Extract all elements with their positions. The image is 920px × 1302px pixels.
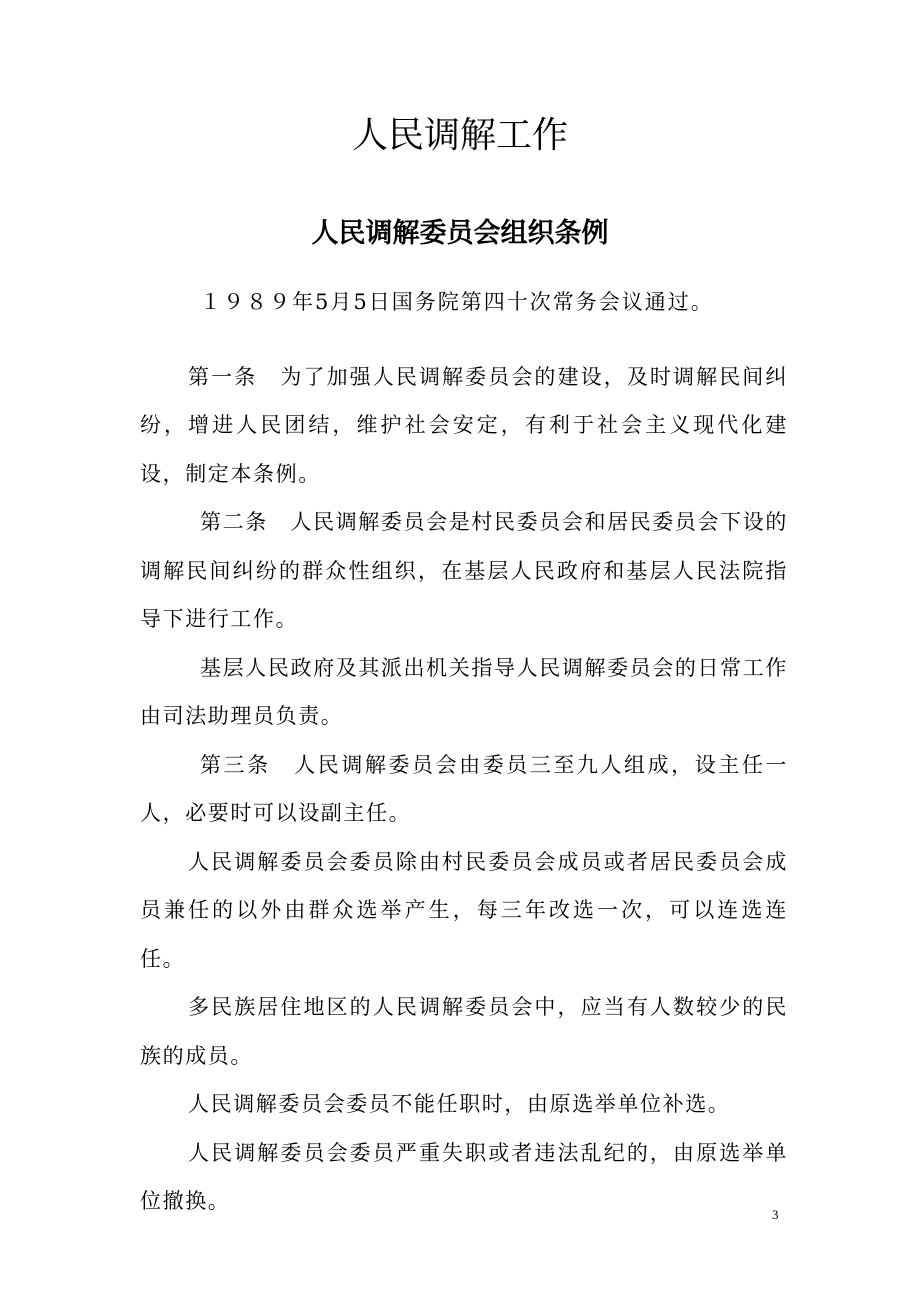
document-subtitle: 人民调解委员会组织条例 — [311, 218, 609, 249]
paragraph-ethnic-members: 多民族居住地区的人民调解委员会中，应当有人数较少的民族的成员。 — [140, 995, 788, 1068]
paragraph-article-1: 第一条 为了加强人民调解委员会的建设，及时调解民间纠纷，增进人民团结，维护社会安定，有利于社会主义现代化建设，制定本条例。 — [140, 364, 788, 486]
page-number: 3 — [772, 1207, 779, 1222]
passed-note: １９８９年5月5日国务院第四十次常务会议通过。 — [200, 290, 714, 314]
paragraph-article-2: 第二条 人民调解委员会是村民委员会和居民委员会下设的调解民间纠纷的群众性组织，在基层人民政府和基层人民法院指导下进行工作。 — [140, 510, 788, 631]
document-title: 人民调解工作 — [351, 115, 568, 156]
paragraph-by-election: 人民调解委员会委员不能任职时，由原选举单位补选。 — [188, 1092, 731, 1116]
paragraph-members-election: 人民调解委员会委员除由村民委员会成员或者居民委员会成员兼任的以外由群众选举产生，每三年改选一次，可以连选连任。 — [140, 849, 788, 971]
document-body — [140, 278, 788, 1226]
paragraph-removal: 人民调解委员会委员严重失职或者违法乱纪的，由原选举单位撤换。 — [140, 1140, 788, 1213]
paragraph-guidance: 基层人民政府及其派出机关指导人民调解委员会的日常工作由司法助理员负责。 — [140, 655, 788, 728]
paragraph-article-3: 第三条 人民调解委员会由委员三至九人组成，设主任一人，必要时可以设副主任。 — [140, 752, 788, 825]
